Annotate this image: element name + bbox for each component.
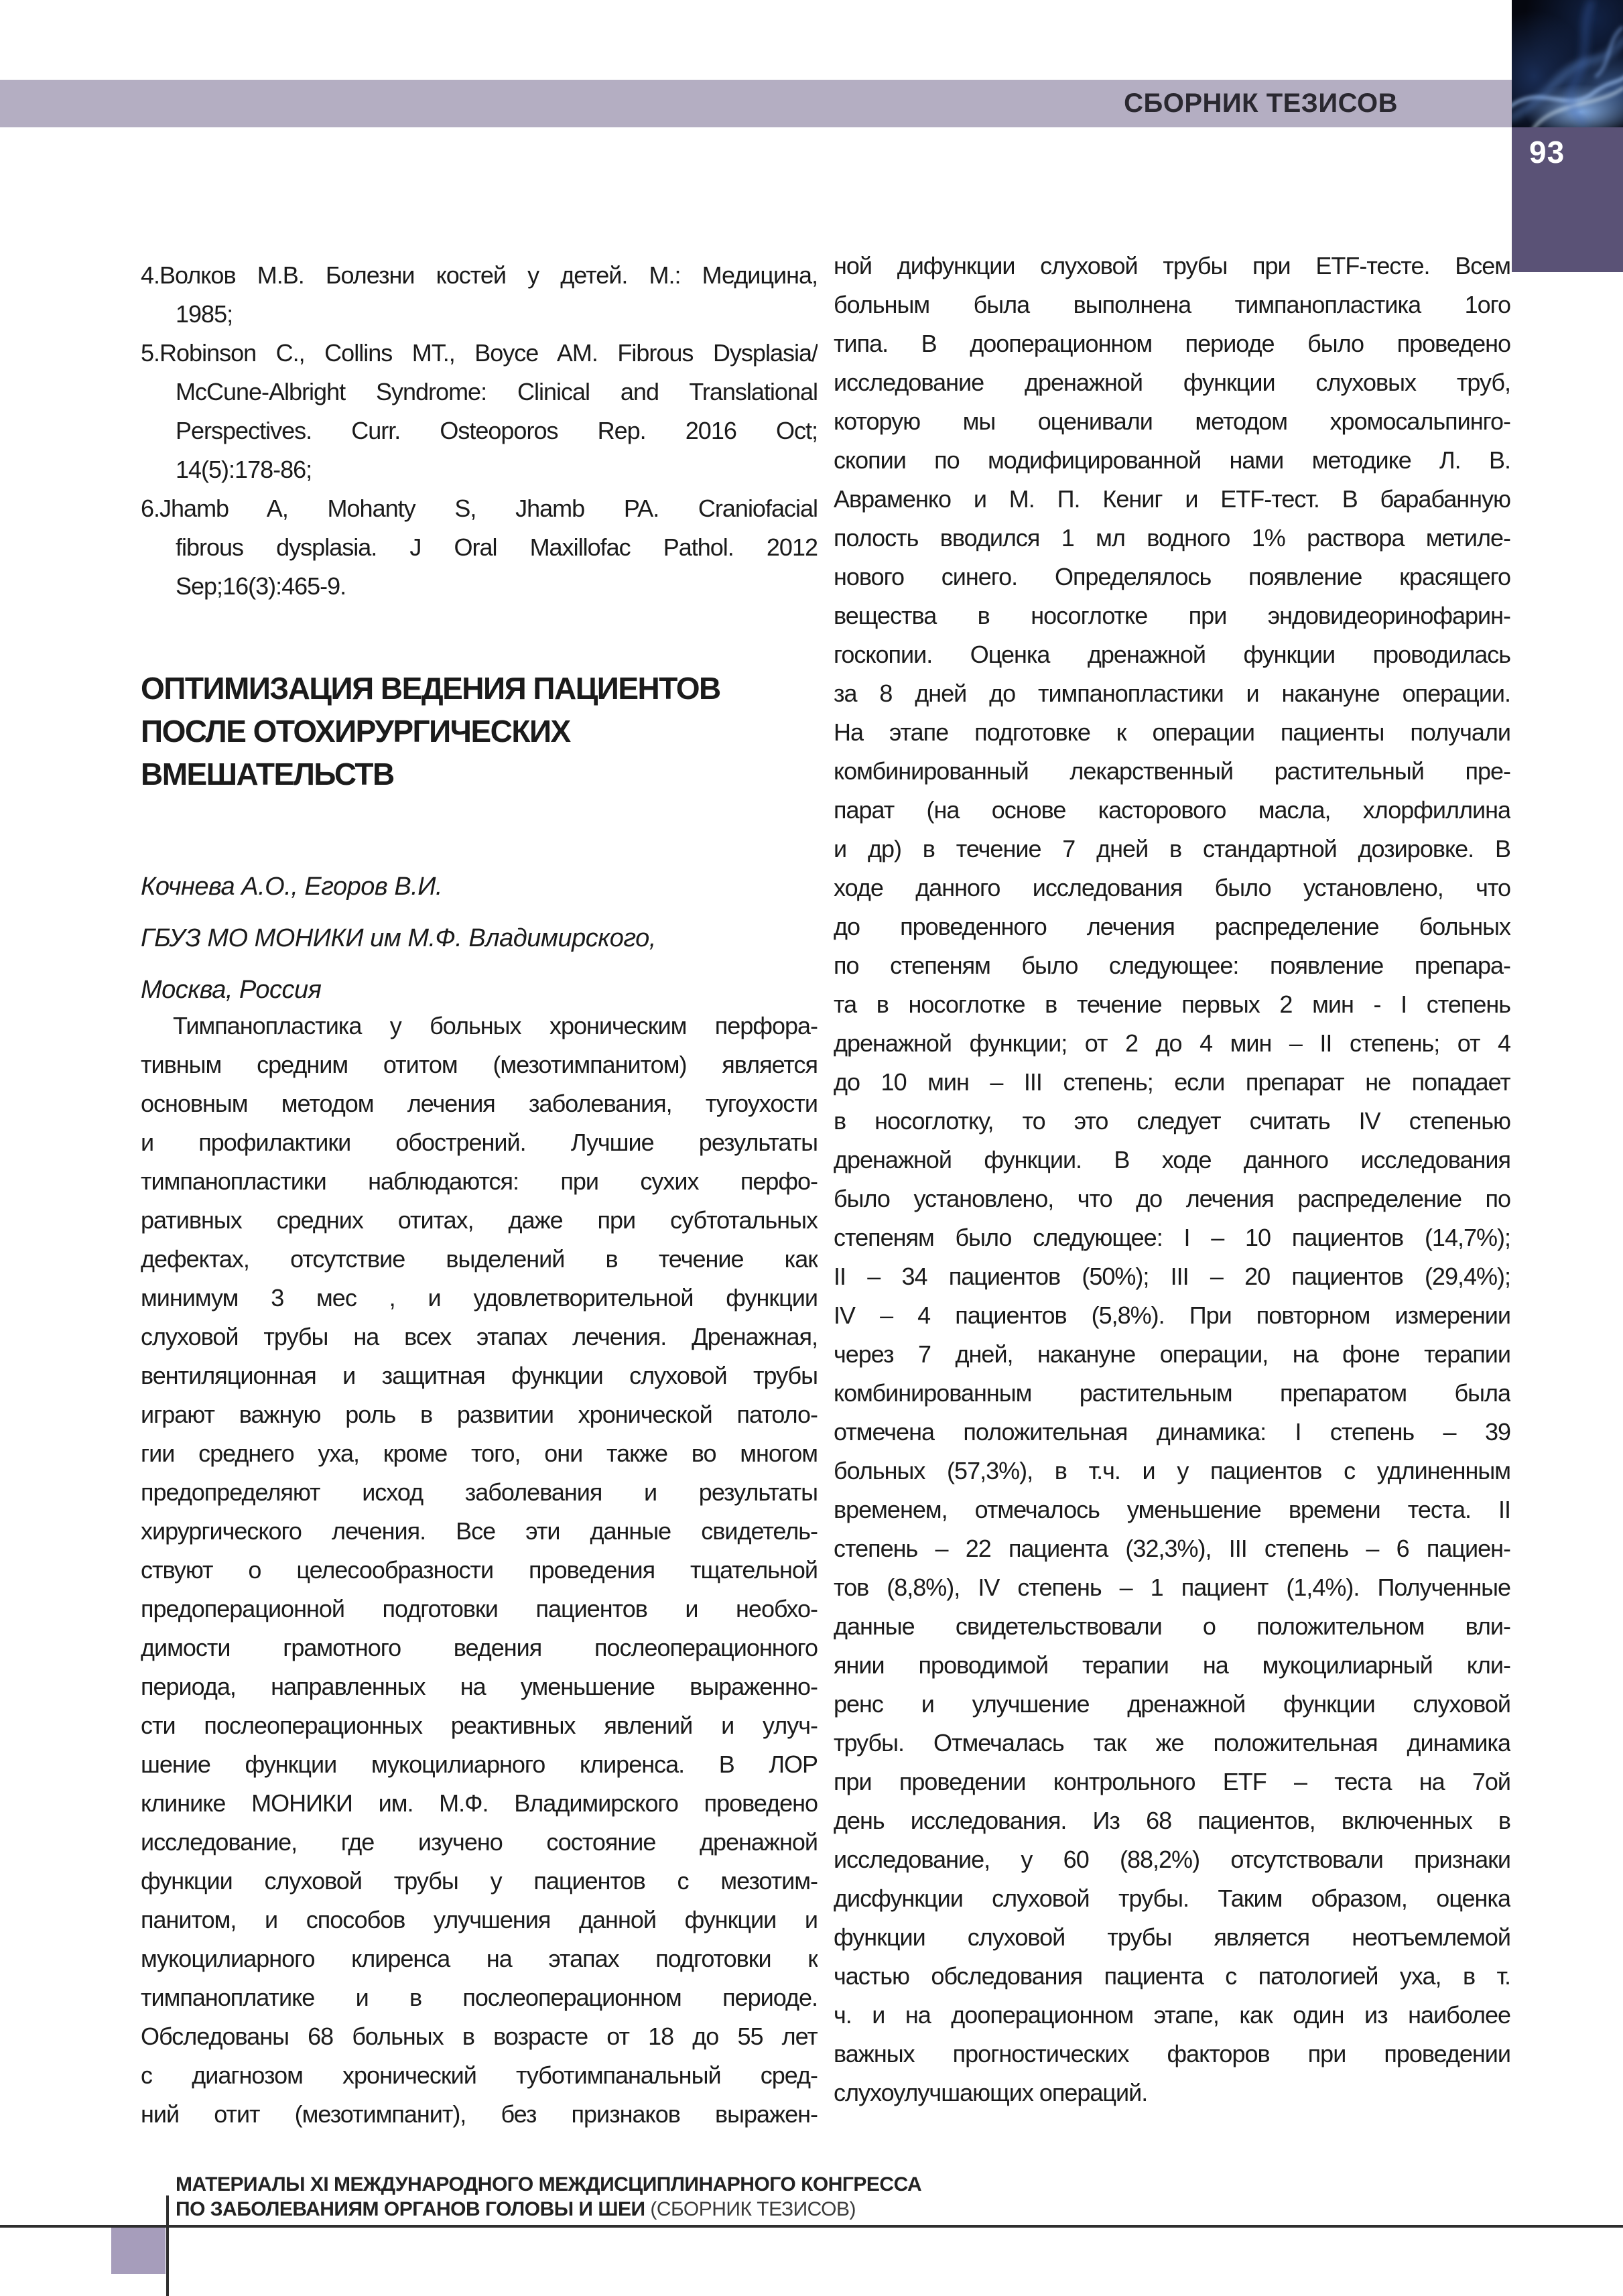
text-line: Авраменко и М. П. Кениг и ETF-тест. В барабанную xyxy=(834,485,1510,513)
body-column-right xyxy=(834,247,1510,2112)
text-line: предопределяют исход заболевания и результаты xyxy=(141,1478,818,1506)
text-line: по степеням было следующее: появление препара- xyxy=(834,952,1510,979)
text-line: мукоцилиарного клиренса на этапах подготовки к xyxy=(141,1945,818,1972)
text-line: слухоулучшающих операций. xyxy=(834,2079,1148,2106)
text-line: Sep;16(3):465-9. xyxy=(176,572,346,600)
footer-congress-title: МАТЕРИАЛЫ XI МЕЖДУНАРОДНОГО МЕЖДИСЦИПЛИНАРНОГО КОНГРЕССА xyxy=(176,2173,922,2195)
text-line: 1985; xyxy=(176,300,233,328)
text-line: функции слуховой трубы является неотъемлемой xyxy=(834,1923,1510,1951)
text-line: ВМЕШАТЕЛЬСТВ xyxy=(141,757,394,791)
text-line: через 7 дней, накануне операции, на фоне терапии xyxy=(834,1340,1510,1368)
text-line: ствуют о целесообразности проведения тщательной xyxy=(141,1556,818,1584)
text-line: ПОСЛЕ ОТОХИРУРГИЧЕСКИХ xyxy=(141,714,570,749)
text-line: McCune-Albright Syndrome: Clinical and Translational xyxy=(176,378,818,405)
text-line: отмечена положительная динамика: I степень – 39 xyxy=(834,1418,1510,1446)
text-line: до 10 мин – III степень; если препарат не попадает xyxy=(834,1068,1510,1096)
text-line: тимпаноплатике и в послеоперационном периоде. xyxy=(141,1984,818,2011)
text-line: Perspectives. Curr. Osteoporos Rep. 2016 Oct; xyxy=(176,417,818,444)
text-line: важных прогностических факторов при проведении xyxy=(834,2040,1510,2067)
text-line: янии проводимой терапии на мукоцилиарный кли- xyxy=(834,1651,1510,1679)
text-line: Тимпанопластика у больных хроническим перфора- xyxy=(173,1012,818,1039)
page-number-block xyxy=(1512,127,1623,272)
text-line: исследование, у 60 (88,2%) отсутствовали признаки xyxy=(834,1846,1510,1873)
text-line: II – 34 пациентов (50%); III – 20 пациентов (29,4%); xyxy=(834,1263,1510,1290)
text-line: дренажной функции; от 2 до 4 мин – II степень; от 4 xyxy=(834,1029,1510,1057)
footer-corner-square xyxy=(111,2228,166,2274)
text-line: скопии по модифицированной нами методике Л. В. xyxy=(834,446,1510,474)
text-line: тимпанопластики наблюдаются: при сухих перфо- xyxy=(141,1167,818,1195)
text-line: типа. В дооперационном периоде было проведено xyxy=(834,330,1510,357)
article-title xyxy=(141,667,818,795)
text-line: Кочнева А.О., Егоров В.И. xyxy=(141,873,442,901)
text-line: до проведенного лечения распределение больных xyxy=(834,913,1510,940)
text-line: дренажной функции. В ходе данного исследования xyxy=(834,1146,1510,1173)
text-line: fibrous dysplasia. J Oral Maxillofac Pathol. 2012 xyxy=(176,533,818,561)
text-line: было установлено, что до лечения распределение по xyxy=(834,1185,1510,1212)
text-line: тов (8,8%), IV степень – 1 пациент (1,4%). Полученные xyxy=(834,1574,1510,1601)
text-line: частью обследования пациента с патологией уха, в т. xyxy=(834,1962,1510,1990)
text-line: предоперационной подготовки пациентов и необхо- xyxy=(141,1595,818,1622)
text-line: ОПТИМИЗАЦИЯ ВЕДЕНИЯ ПАЦИЕНТОВ xyxy=(141,671,720,706)
text-line: степеням было следующее: I – 10 пациентов (14,7%); xyxy=(834,1224,1510,1251)
text-line: которую мы оценивали методом хромосальпинго- xyxy=(834,407,1510,435)
references-list xyxy=(141,256,818,606)
text-line: больных (57,3%), в т.ч. и у пациентов с удлиненным xyxy=(834,1457,1510,1484)
text-line: периода, направленных на уменьшение выраженно- xyxy=(141,1673,818,1700)
text-line: исследование дренажной функции слуховых труб, xyxy=(834,369,1510,396)
footer-horizontal-rule xyxy=(0,2225,1623,2228)
text-line: временем, отмечалось уменьшение времени теста. II xyxy=(834,1496,1510,1523)
text-line: та в носоглотке в течение первых 2 мин - I степень xyxy=(834,991,1510,1018)
text-line: ративных средних отитах, даже при субтотальных xyxy=(141,1206,818,1234)
text-line: 14(5):178-86; xyxy=(176,456,312,483)
text-line: нового синего. Определялось появление красящего xyxy=(834,563,1510,590)
footer-subtitle-note: (СБОРНИК ТЕЗИСОВ) xyxy=(650,2198,856,2220)
text-line: 4.Волков М.В. Болезни костей у детей. М.: Медицина, xyxy=(141,261,818,289)
text-line: ГБУЗ МО МОНИКИ им М.Ф. Владимирского, xyxy=(141,924,656,952)
text-line: ренс и улучшение дренажной функции слуховой xyxy=(834,1690,1510,1718)
text-line: ний отит (мезотимпанит), без признаков выражен- xyxy=(141,2100,818,2128)
text-line: за 8 дней до тимпанопластики и накануне операции. xyxy=(834,680,1510,707)
text-line: дисфункции слуховой трубы. Таким образом, оценка xyxy=(834,1885,1510,1912)
text-line: Обследованы 68 больных в возрасте от 18 до 55 лет xyxy=(141,2023,818,2050)
text-line: день исследования. Из 68 пациентов, включенных в xyxy=(834,1807,1510,1834)
text-line: минимум 3 мес , и удовлетворительной функции xyxy=(141,1284,818,1312)
text-line: играют важную роль в развитии хронической патоло- xyxy=(141,1401,818,1428)
text-line: сти послеоперационных реактивных явлений и улуч- xyxy=(141,1712,818,1739)
text-line: IV – 4 пациентов (5,8%). При повторном измерении xyxy=(834,1301,1510,1329)
header-band-title: СБОРНИК ТЕЗИСОВ xyxy=(1124,88,1398,118)
text-line: слуховой трубы на всех этапах лечения. Дренажная, xyxy=(141,1323,818,1350)
text-line: и др) в течение 7 дней в стандартной дозировке. В xyxy=(834,835,1510,863)
article-authors xyxy=(141,861,818,1016)
text-line: Москва, Россия xyxy=(141,976,322,1004)
text-line: и профилактики обострений. Лучшие результаты xyxy=(141,1129,818,1156)
text-line: основным методом лечения заболевания, тугоухости xyxy=(141,1090,818,1117)
text-line: шение функции мукоцилиарного клиренса. В ЛОР xyxy=(141,1750,818,1778)
text-line: данные свидетельствовали о положительном вли- xyxy=(834,1612,1510,1640)
text-line: больным была выполнена тимпанопластика 1ого xyxy=(834,291,1510,318)
page-number: 93 xyxy=(1529,135,1565,170)
text-line: при проведении контрольного ETF – теста на 7ой xyxy=(834,1768,1510,1795)
abstract-smoke-image xyxy=(1512,0,1623,127)
text-line: в носоглотку, то это следует считать IV степенью xyxy=(834,1107,1510,1135)
text-line: На этапе подготовке к операции пациенты получали xyxy=(834,718,1510,746)
text-line: исследование, где изучено состояние дренажной xyxy=(141,1828,818,1856)
text-line: хирургического лечения. Все эти данные свидетель- xyxy=(141,1517,818,1545)
text-line: трубы. Отмечалась так же положительная динамика xyxy=(834,1729,1510,1757)
footer-subtitle-bold: ПО ЗАБОЛЕВАНИЯМ ОРГАНОВ ГОЛОВЫ И ШЕИ xyxy=(176,2198,645,2220)
footer-congress-subtitle xyxy=(176,2198,856,2221)
footer-vertical-rule xyxy=(166,2195,169,2296)
text-line: с диагнозом хронический туботимпанальный сред- xyxy=(141,2061,818,2089)
text-line: 6.Jhamb A, Mohanty S, Jhamb PA. Craniofacial xyxy=(141,495,818,522)
text-line: госкопии. Оценка дренажной функции проводилась xyxy=(834,641,1510,668)
text-line: клинике МОНИКИ им. М.Ф. Владимирского проведено xyxy=(141,1789,818,1817)
text-line: комбинированный лекарственный растительный пре- xyxy=(834,757,1510,785)
header-band xyxy=(0,80,1512,127)
text-line: гии среднего уха, кроме того, они также во многом xyxy=(141,1440,818,1467)
text-line: димости грамотного ведения послеоперационного xyxy=(141,1634,818,1661)
text-line: функции слуховой трубы у пациентов с мезотим- xyxy=(141,1867,818,1895)
text-line: тивным средним отитом (мезотимпанитом) является xyxy=(141,1051,818,1078)
text-line: ной дифункции слуховой трубы при ETF-тесте. Всем xyxy=(834,252,1510,279)
text-line: полость вводился 1 мл водного 1% раствора метиле- xyxy=(834,524,1510,552)
text-line: ч. и на дооперационном этапе, как один из наиболее xyxy=(834,2001,1510,2029)
text-line: панитом, и способов улучшения данной функции и xyxy=(141,1906,818,1933)
body-column-left xyxy=(141,1007,818,2134)
text-line: 5.Robinson C., Collins MT., Boyce AM. Fibrous Dysplasia/ xyxy=(141,339,818,367)
text-line: вентиляционная и защитная функции слуховой трубы xyxy=(141,1362,818,1389)
text-line: вещества в носоглотке при эндовидеоринофарин- xyxy=(834,602,1510,629)
text-line: дефектах, отсутствие выделений в течение как xyxy=(141,1245,818,1273)
text-line: комбинированным растительным препаратом была xyxy=(834,1379,1510,1407)
text-line: ходе данного исследования было установлено, что xyxy=(834,874,1510,901)
text-line: парат (на основе касторового масла, хлорфиллина xyxy=(834,796,1510,824)
text-line: степень – 22 пациента (32,3%), III степень – 6 пациен- xyxy=(834,1535,1510,1562)
